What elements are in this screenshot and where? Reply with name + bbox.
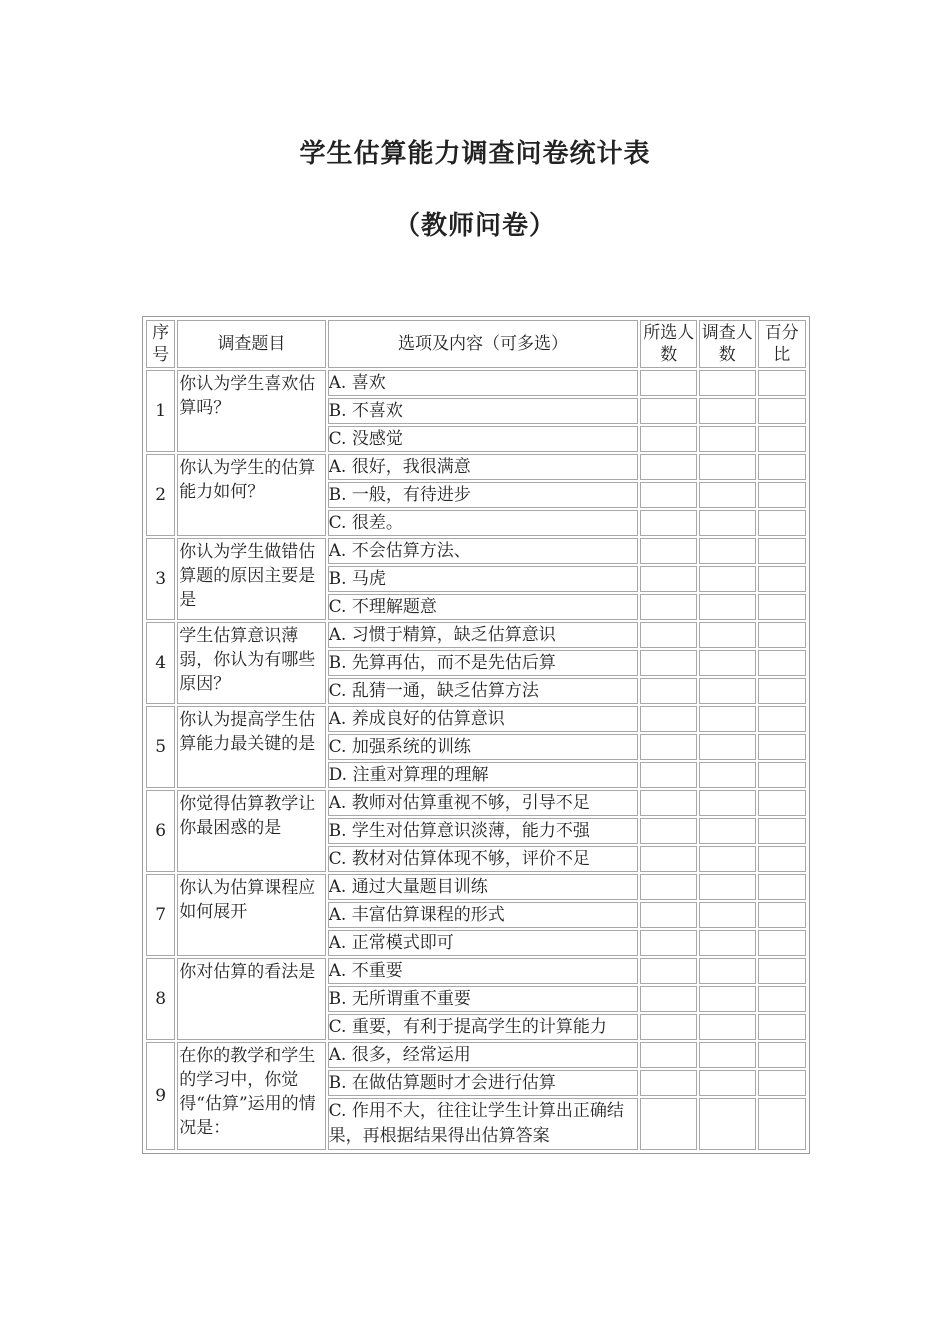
selected-count-cell [640,846,697,872]
option-text: A. 不重要 [328,958,639,984]
surveyed-count-cell [699,930,756,956]
table-row [146,370,806,396]
selected-count-cell [640,930,697,956]
percent-cell [758,454,806,480]
question-text: 在你的教学和学生的学习中，你觉得“估算”运用的情况是： [177,1042,325,1150]
selected-count-cell [640,1014,697,1040]
percent-cell [758,622,806,648]
question-text: 你认为学生做错估算题的原因主要是是 [177,538,325,620]
page-title: 学生估算能力调查问卷统计表 [299,139,651,169]
percent-cell [758,482,806,508]
percent-cell [758,846,806,872]
surveyed-count-cell [699,398,756,424]
surveyed-count-cell [699,594,756,620]
percent-cell [758,958,806,984]
surveyed-count-cell [699,1098,756,1150]
selected-count-cell [640,650,697,676]
selected-count-cell [640,1098,697,1150]
surveyed-count-cell [699,510,756,536]
selected-count-cell [640,482,697,508]
question-text: 你认为学生喜欢估算吗？ [177,370,325,452]
option-text: A. 正常模式即可 [328,930,639,956]
percent-cell [758,398,806,424]
selected-count-cell [640,706,697,732]
surveyed-count-cell [699,370,756,396]
surveyed-count-cell [699,650,756,676]
surveyed-count-cell [699,482,756,508]
percent-cell [758,594,806,620]
question-text: 你认为估算课程应如何展开 [177,874,325,956]
table-row [146,874,806,900]
option-text: B. 在做估算题时才会进行估算 [328,1070,639,1096]
option-text: C. 加强系统的训练 [328,734,639,760]
option-text: C. 重要，有利于提高学生的计算能力 [328,1014,639,1040]
percent-cell [758,818,806,844]
percent-cell [758,510,806,536]
percent-cell [758,1070,806,1096]
percent-cell [758,930,806,956]
selected-count-cell [640,902,697,928]
option-text: A. 不会估算方法、 [328,538,639,564]
table-body [146,370,806,1150]
question-text: 学生估算意识薄弱，你认为有哪些原因？ [177,622,325,704]
table-row [146,538,806,564]
surveyed-count-cell [699,874,756,900]
question-number: 3 [146,538,175,620]
option-text: A. 很好，我很满意 [328,454,639,480]
surveyed-count-cell [699,1014,756,1040]
question-number: 4 [146,622,175,704]
option-text: C. 乱猜一通，缺乏估算方法 [328,678,639,704]
selected-count-cell [640,790,697,816]
option-text: A. 通过大量题目训练 [328,874,639,900]
surveyed-count-cell [699,762,756,788]
option-text: A. 教师对估算重视不够，引导不足 [328,790,639,816]
option-text: B. 学生对估算意识淡薄，能力不强 [328,818,639,844]
selected-count-cell [640,566,697,592]
surveyed-count-cell [699,1042,756,1068]
percent-cell [758,650,806,676]
percent-cell [758,874,806,900]
option-text: A. 很多，经常运用 [328,1042,639,1068]
selected-count-cell [640,762,697,788]
table-row [146,454,806,480]
option-text: B. 先算再估，而不是先估后算 [328,650,639,676]
question-number: 5 [146,706,175,788]
surveyed-count-cell [699,902,756,928]
surveyed-count-cell [699,986,756,1012]
table-header-row [146,320,806,368]
percent-cell [758,706,806,732]
question-number: 8 [146,958,175,1040]
selected-count-cell [640,538,697,564]
option-text: C. 不理解题意 [328,594,639,620]
option-text: C. 教材对估算体现不够，评价不足 [328,846,639,872]
option-text: A. 习惯于精算，缺乏估算意识 [328,622,639,648]
surveyed-count-cell [699,538,756,564]
selected-count-cell [640,510,697,536]
option-text: C. 没感觉 [328,426,639,452]
selected-count-cell [640,454,697,480]
option-text: D. 注重对算理的理解 [328,762,639,788]
surveyed-count-cell [699,622,756,648]
option-text: B. 无所谓重不重要 [328,986,639,1012]
surveyed-count-cell [699,790,756,816]
selected-count-cell [640,594,697,620]
selected-count-cell [640,874,697,900]
question-number: 7 [146,874,175,956]
percent-cell [758,902,806,928]
selected-count-cell [640,398,697,424]
option-text: A. 丰富估算课程的形式 [328,902,639,928]
percent-cell [758,986,806,1012]
percent-cell [758,426,806,452]
question-number: 1 [146,370,175,452]
selected-count-cell [640,818,697,844]
surveyed-count-cell [699,706,756,732]
page-subtitle: （教师问卷） [393,211,556,241]
selected-count-cell [640,370,697,396]
surveyed-count-cell [699,846,756,872]
question-number: 6 [146,790,175,872]
selected-count-cell [640,1042,697,1068]
percent-cell [758,790,806,816]
question-number: 9 [146,1042,175,1150]
option-text: B. 一般，有待进步 [328,482,639,508]
selected-count-cell [640,986,697,1012]
percent-cell [758,538,806,564]
header-surveyed-count: 调查人数 [699,320,756,368]
option-text: C. 很差。 [328,510,639,536]
percent-cell [758,762,806,788]
percent-cell [758,1098,806,1150]
table-row [146,958,806,984]
percent-cell [758,678,806,704]
selected-count-cell [640,678,697,704]
selected-count-cell [640,426,697,452]
surveyed-count-cell [699,426,756,452]
selected-count-cell [640,734,697,760]
question-text: 你认为学生的估算能力如何？ [177,454,325,536]
selected-count-cell [640,958,697,984]
table-row [146,706,806,732]
survey-table [142,316,810,1154]
surveyed-count-cell [699,678,756,704]
header-percent: 百分比 [758,320,806,368]
percent-cell [758,566,806,592]
option-text: A. 养成良好的估算意识 [328,706,639,732]
percent-cell [758,734,806,760]
surveyed-count-cell [699,1070,756,1096]
option-text: B. 马虎 [328,566,639,592]
selected-count-cell [640,622,697,648]
header-options: 选项及内容（可多选） [328,320,639,368]
question-text: 你觉得估算教学让你最困惑的是 [177,790,325,872]
percent-cell [758,370,806,396]
surveyed-count-cell [699,818,756,844]
surveyed-count-cell [699,454,756,480]
header-seq: 序号 [146,320,175,368]
table-row [146,790,806,816]
surveyed-count-cell [699,734,756,760]
percent-cell [758,1042,806,1068]
option-text: A. 喜欢 [328,370,639,396]
table-row [146,1042,806,1068]
option-text: B. 不喜欢 [328,398,639,424]
surveyed-count-cell [699,958,756,984]
question-number: 2 [146,454,175,536]
question-text: 你认为提高学生估算能力最关键的是 [177,706,325,788]
selected-count-cell [640,1070,697,1096]
percent-cell [758,1014,806,1040]
header-question: 调查题目 [177,320,325,368]
question-text: 你对估算的看法是 [177,958,325,1040]
surveyed-count-cell [699,566,756,592]
header-selected-count: 所选人数 [640,320,697,368]
table-row [146,622,806,648]
option-text: C. 作用不大，往往让学生计算出正确结果，再根据结果得出估算答案 [328,1098,639,1150]
